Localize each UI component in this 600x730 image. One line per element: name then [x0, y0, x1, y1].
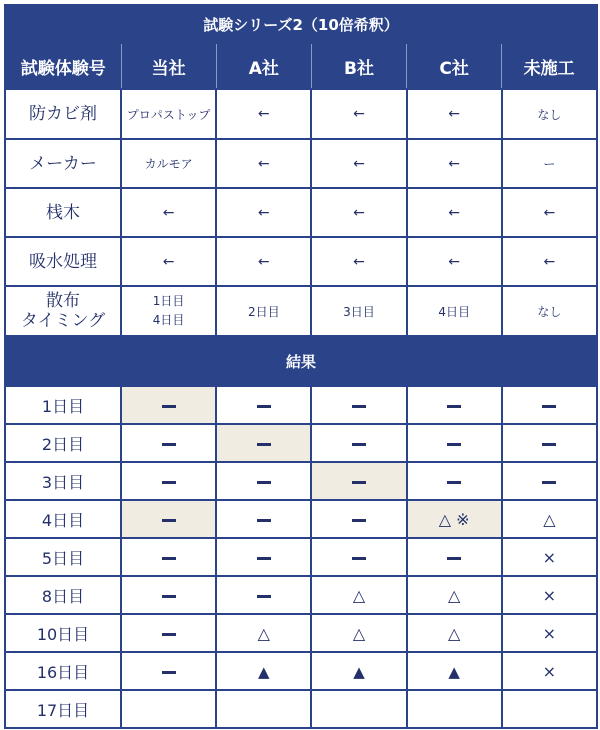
- info-cell-company-c: [407, 286, 502, 336]
- result-cell-company-c: [407, 690, 502, 728]
- result-cell-company-b: [311, 652, 406, 690]
- result-cell-company-a: [216, 652, 311, 690]
- result-row: [5, 614, 597, 652]
- result-cell-our-company: [121, 576, 216, 614]
- day-label-text: 1日目: [41, 396, 85, 416]
- header-cell-company-c: C社: [407, 43, 502, 89]
- result-row: [5, 386, 597, 424]
- results-title-row: [5, 336, 597, 386]
- result-cell-company-c: [407, 386, 502, 424]
- triangle-mark: △: [543, 509, 556, 529]
- info-cell-untreated: [502, 286, 597, 336]
- result-cell-untreated: [502, 614, 597, 652]
- dash-mark: [352, 405, 366, 408]
- row-label-text: メーカー: [29, 153, 97, 174]
- result-cell-company-a: [216, 462, 311, 500]
- day-label-text: 16日目: [36, 662, 90, 682]
- dash-mark: [162, 671, 176, 674]
- result-cell-company-a: [216, 538, 311, 576]
- row-label-text: 桟木: [46, 202, 80, 223]
- row-label-text: 吸水処理: [29, 251, 97, 272]
- header-cell-company-b: B社: [311, 43, 406, 89]
- cell-text: ←: [257, 155, 270, 172]
- result-cell-our-company: [121, 462, 216, 500]
- result-cell-company-b: [311, 424, 406, 462]
- day-label: [5, 386, 121, 424]
- dash-mark: [352, 519, 366, 522]
- result-cell-company-b: [311, 462, 406, 500]
- info-cell-company-a: [216, 286, 311, 336]
- info-cell-our-company: [121, 286, 216, 336]
- info-row: [5, 89, 597, 139]
- header-cell-untreated: 未施工: [502, 43, 597, 89]
- dash-mark: [162, 405, 176, 408]
- result-row: [5, 538, 597, 576]
- info-cell-our-company: [121, 237, 216, 286]
- row-label: [5, 286, 121, 336]
- day-label: [5, 690, 121, 728]
- day-label-text: 2日目: [41, 434, 85, 454]
- dash-mark: [542, 443, 556, 446]
- dash-mark: [447, 443, 461, 446]
- dash-mark: [352, 557, 366, 560]
- dash-mark: [352, 443, 366, 446]
- dash-mark: [257, 519, 271, 522]
- cell-text: ←: [543, 204, 556, 221]
- dash-mark: [257, 595, 271, 598]
- dash-mark: [352, 481, 366, 484]
- cell-text: ←: [162, 204, 175, 221]
- result-cell-company-a: [216, 386, 311, 424]
- result-cell-untreated: [502, 386, 597, 424]
- cell-text: 4日目: [152, 313, 185, 327]
- cell-text: ←: [448, 204, 461, 221]
- result-cell-untreated: [502, 462, 597, 500]
- result-row: [5, 500, 597, 538]
- result-cell-our-company: [121, 538, 216, 576]
- cell-text: ←: [353, 204, 365, 221]
- table-title: 試験シリーズ2（10倍希釈）: [5, 5, 597, 43]
- result-cell-our-company: [121, 614, 216, 652]
- triangle-mark: △: [448, 585, 461, 605]
- header-cell-our-company: 当社: [121, 43, 216, 89]
- cell-text: ←: [257, 106, 270, 122]
- day-label: [5, 576, 121, 614]
- dash-mark: [257, 405, 271, 408]
- info-cell-company-a: [216, 237, 311, 286]
- info-cell-company-b: [311, 89, 406, 139]
- result-row: [5, 576, 597, 614]
- day-label: [5, 538, 121, 576]
- row-label: [5, 237, 121, 286]
- info-cell-untreated: [502, 139, 597, 188]
- result-cell-company-b: [311, 690, 406, 728]
- cell-text: ←: [448, 253, 461, 270]
- info-cell-company-a: [216, 188, 311, 237]
- info-cell-company-c: [407, 188, 502, 237]
- cross-mark: ×: [542, 585, 557, 605]
- row-label-text: 防カビ剤: [29, 104, 97, 124]
- cell-text: ←: [162, 253, 175, 270]
- row-label-text: 散布: [46, 291, 80, 311]
- triangle-mark: △ ※: [438, 509, 470, 529]
- day-label-text: 3日目: [41, 472, 85, 492]
- cell-text: ー: [543, 157, 556, 171]
- triangle-mark: △: [448, 623, 461, 643]
- info-cell-untreated: [502, 89, 597, 139]
- result-cell-company-a: [216, 690, 311, 728]
- triangle-mark: △: [257, 623, 270, 643]
- day-label: [5, 462, 121, 500]
- info-cell-company-c: [407, 139, 502, 188]
- cross-mark: ×: [542, 547, 557, 567]
- row-label: [5, 89, 121, 139]
- result-cell-our-company: [121, 424, 216, 462]
- result-cell-our-company: [121, 500, 216, 538]
- cross-mark: ×: [542, 661, 557, 681]
- result-row: [5, 652, 597, 690]
- result-cell-untreated: [502, 690, 597, 728]
- dash-mark: [447, 557, 461, 560]
- result-row: [5, 690, 597, 728]
- filled-triangle-mark: ▲: [448, 662, 460, 681]
- dash-mark: [162, 595, 176, 598]
- result-cell-our-company: [121, 652, 216, 690]
- triangle-mark: △: [352, 623, 366, 643]
- day-label: [5, 500, 121, 538]
- info-row: [5, 237, 597, 286]
- result-cell-company-b: [311, 576, 406, 614]
- result-cell-company-b: [311, 538, 406, 576]
- filled-triangle-mark: ▲: [258, 662, 270, 681]
- title-row: [5, 5, 597, 43]
- result-cell-company-c: [407, 576, 502, 614]
- day-label-text: 4日目: [41, 510, 85, 530]
- result-row: [5, 462, 597, 500]
- result-cell-company-c: [407, 614, 502, 652]
- info-cell-untreated: [502, 237, 597, 286]
- result-cell-company-c: [407, 652, 502, 690]
- result-cell-company-b: [311, 500, 406, 538]
- dash-mark: [257, 557, 271, 560]
- results-table-container: [4, 4, 596, 729]
- triangle-mark: △: [352, 585, 366, 605]
- row-label: [5, 139, 121, 188]
- header-cell-test-id: 試験体験号: [5, 43, 121, 89]
- cell-text: 3日目: [343, 304, 375, 319]
- info-cell-company-b: [311, 188, 406, 237]
- row-label: [5, 188, 121, 237]
- result-cell-untreated: [502, 576, 597, 614]
- dash-mark: [447, 481, 461, 484]
- filled-triangle-mark: ▲: [353, 662, 365, 681]
- result-cell-company-b: [311, 386, 406, 424]
- result-cell-our-company: [121, 386, 216, 424]
- result-cell-our-company: [121, 690, 216, 728]
- day-label-text: 5日目: [41, 548, 85, 568]
- day-label: [5, 652, 121, 690]
- info-cell-company-b: [311, 286, 406, 336]
- test-series-table: [4, 4, 598, 729]
- day-label-text: 8日目: [41, 586, 85, 606]
- info-cell-our-company: [121, 89, 216, 139]
- dash-mark: [257, 481, 271, 484]
- info-row: [5, 188, 597, 237]
- result-cell-company-a: [216, 576, 311, 614]
- result-cell-company-a: [216, 500, 311, 538]
- result-cell-untreated: [502, 652, 597, 690]
- result-cell-company-a: [216, 614, 311, 652]
- cell-text: ←: [353, 155, 365, 172]
- info-cell-our-company: [121, 139, 216, 188]
- dash-mark: [542, 405, 556, 408]
- result-row: [5, 424, 597, 462]
- cross-mark: ×: [542, 623, 557, 643]
- info-cell-company-b: [311, 237, 406, 286]
- dash-mark: [162, 519, 176, 522]
- dash-mark: [257, 443, 271, 446]
- cell-text: ←: [543, 253, 556, 270]
- cell-text: 1日目: [152, 294, 185, 308]
- cell-text: 4日目: [438, 304, 470, 319]
- results-title: 結果: [5, 336, 597, 386]
- result-cell-untreated: [502, 500, 597, 538]
- info-cell-company-c: [407, 89, 502, 139]
- result-cell-company-c: [407, 462, 502, 500]
- info-row: [5, 139, 597, 188]
- result-cell-untreated: [502, 424, 597, 462]
- result-cell-company-b: [311, 614, 406, 652]
- dash-mark: [162, 633, 176, 636]
- cell-text: なし: [537, 304, 562, 319]
- cell-text: カルモア: [144, 157, 193, 171]
- dash-mark: [447, 405, 461, 408]
- result-cell-company-a: [216, 424, 311, 462]
- day-label-text: 17日目: [36, 700, 90, 720]
- day-label: [5, 424, 121, 462]
- cell-text: ←: [448, 155, 461, 172]
- info-cell-company-c: [407, 237, 502, 286]
- result-cell-company-c: [407, 500, 502, 538]
- cell-text: ←: [353, 106, 365, 122]
- cell-text: 2日目: [247, 304, 280, 319]
- header-cell-company-a: A社: [216, 43, 311, 89]
- cell-text: ←: [353, 253, 365, 270]
- cell-text: ←: [257, 253, 270, 270]
- dash-mark: [542, 481, 556, 484]
- header-row: [5, 43, 597, 89]
- info-cell-company-a: [216, 139, 311, 188]
- dash-mark: [162, 481, 176, 484]
- day-label: [5, 614, 121, 652]
- dash-mark: [162, 557, 176, 560]
- result-cell-untreated: [502, 538, 597, 576]
- info-cell-our-company: [121, 188, 216, 237]
- info-row: [5, 286, 597, 336]
- info-cell-company-b: [311, 139, 406, 188]
- day-label-text: 10日目: [36, 624, 90, 644]
- dash-mark: [162, 443, 176, 446]
- cell-text: なし: [537, 107, 562, 122]
- cell-text: ←: [448, 106, 461, 122]
- info-cell-company-a: [216, 89, 311, 139]
- result-cell-company-c: [407, 538, 502, 576]
- row-label-text: タイミング: [20, 311, 106, 331]
- info-cell-untreated: [502, 188, 597, 237]
- cell-text: プロパストップ: [126, 107, 211, 122]
- cell-text: ←: [257, 204, 270, 221]
- result-cell-company-c: [407, 424, 502, 462]
